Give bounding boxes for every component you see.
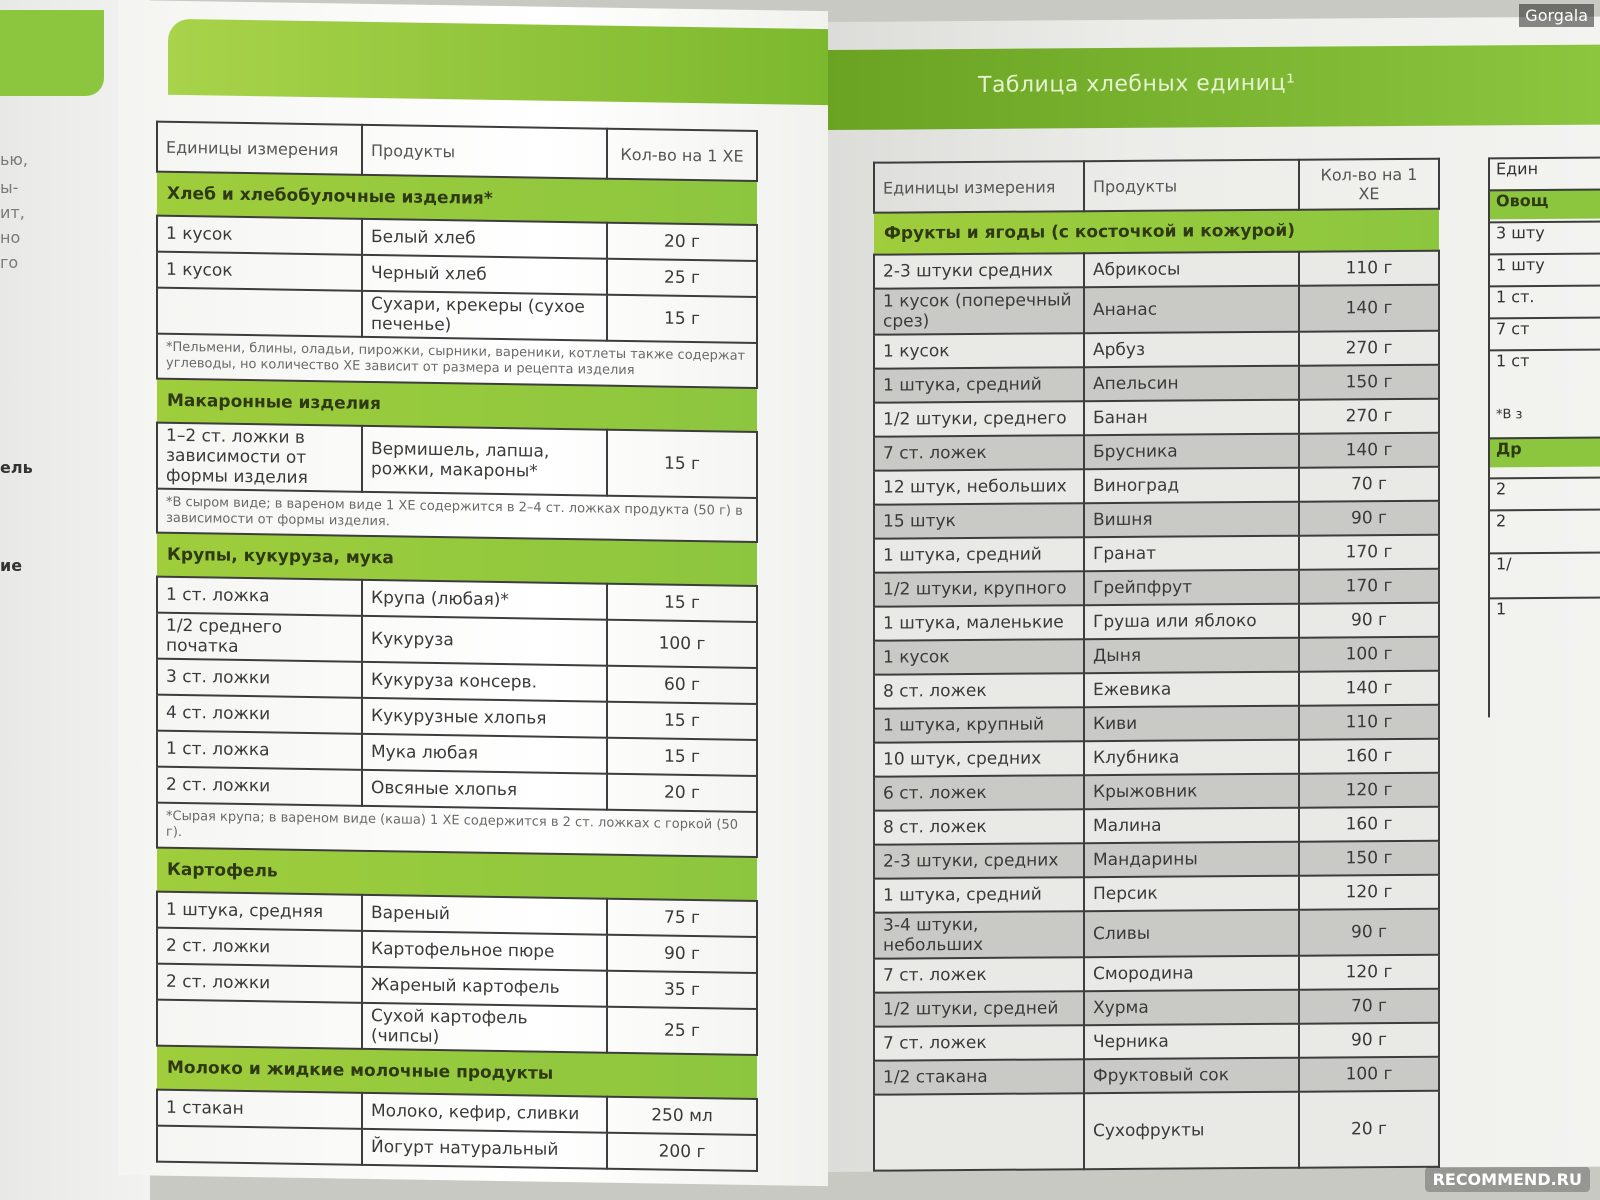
cell-qty: 270 г — [1299, 399, 1439, 434]
cell-qty: 20 г — [1299, 1091, 1439, 1168]
cell-unit: 1 стакан — [157, 1089, 362, 1128]
right-page — [828, 17, 1600, 1172]
cell-unit: 7 ст. ложек — [874, 435, 1084, 470]
cell-product: Овсяные хлопья — [362, 770, 607, 810]
table-row — [874, 603, 1439, 641]
next-page-fragment — [1488, 157, 1600, 718]
cell-unit: 4 ст. ложки — [157, 695, 362, 734]
table-row — [874, 637, 1439, 675]
cell-product: Дыня — [1084, 638, 1299, 674]
table-row — [874, 501, 1439, 539]
section-title: Макаронные изделия — [157, 378, 757, 431]
cell-unit: 6 ст. ложек — [874, 775, 1084, 810]
cell-qty: 90 г — [1299, 1023, 1439, 1058]
footnote: *В сыром виде; в вареном виде 1 ХЕ содержится в 2–4 ст. ложках продукта (50 г) в зависимости от формы изделия. — [157, 488, 757, 542]
cell-qty: 60 г — [607, 666, 757, 704]
cell-unit: 1 кусок — [157, 216, 362, 255]
cell-qty: 150 г — [1299, 841, 1439, 876]
fragment-row: 1 шту — [1490, 253, 1600, 284]
cell-qty: 170 г — [1299, 569, 1439, 604]
section-title: Хлеб и хлебобулочные изделия* — [157, 172, 757, 225]
cell-unit: 1 кусок — [157, 252, 362, 291]
edge-fragment: ит, — [0, 203, 25, 222]
table-row — [874, 535, 1439, 573]
cell-product: Сливы — [1084, 910, 1299, 958]
cell-qty: 120 г — [1299, 773, 1439, 808]
cell-product: Йогурт натуральный — [362, 1128, 607, 1168]
cell-qty: 15 г — [607, 738, 757, 776]
cell-unit: 1/2 штуки, средней — [874, 991, 1084, 1026]
cell-unit: 1/2 стакана — [874, 1059, 1084, 1094]
cell-unit: 1 ст. ложка — [157, 577, 362, 616]
cell-qty: 110 г — [1299, 705, 1439, 740]
cell-qty: 90 г — [607, 934, 757, 972]
cell-qty: 200 г — [607, 1132, 757, 1170]
fragment-row: 2 — [1490, 477, 1600, 508]
cell-product: Сухофрукты — [1084, 1092, 1299, 1170]
cell-product: Брусника — [1084, 434, 1299, 470]
section-title: Молоко и жидкие молочные продукты — [157, 1045, 757, 1098]
cell-unit: 1 штука, крупный — [874, 707, 1084, 742]
cell-product: Крыжовник — [1084, 774, 1299, 810]
cell-unit: 7 ст. ложек — [874, 957, 1084, 992]
table-row — [874, 807, 1439, 845]
cell-unit: 1/2 штуки, крупного — [874, 571, 1084, 606]
cell-unit: 10 штук, средних — [874, 741, 1084, 776]
cell-product: Вишня — [1084, 502, 1299, 538]
fragment-header: Един — [1490, 157, 1600, 188]
table-row — [874, 433, 1439, 471]
footnote: *Сырая крупа; в вареном виде (каша) 1 ХЕ содержится в 2 ст. ложках с горкой (50 г). — [157, 803, 757, 857]
cell-product: Гранат — [1084, 536, 1299, 572]
cell-product: Клубника — [1084, 740, 1299, 776]
bread-units-table-left — [156, 121, 758, 1172]
header-band — [828, 45, 1600, 130]
cell-product: Кукурузные хлопья — [362, 698, 607, 738]
section-title: Картофель — [157, 847, 757, 900]
cell-qty: 70 г — [1299, 989, 1439, 1024]
cell-product: Молоко, кефир, сливки — [362, 1092, 607, 1132]
fragment-section: Овощ — [1490, 189, 1600, 220]
edge-fragment: ие — [0, 556, 23, 575]
cell-unit: 8 ст. ложек — [874, 809, 1084, 844]
cell-qty: 110 г — [1299, 251, 1439, 286]
cell-unit: 1/2 штуки, среднего — [874, 401, 1084, 436]
cell-unit: 3-4 штуки, небольших — [874, 911, 1084, 958]
cell-product: Груша или яблоко — [1084, 604, 1299, 640]
edge-fragment: ью, — [0, 150, 28, 169]
cell-qty: 25 г — [607, 1006, 757, 1054]
cell-qty: 15 г — [607, 584, 757, 622]
edge-fragment: го — [0, 253, 19, 272]
table-row — [874, 909, 1439, 959]
cell-unit: 1–2 ст. ложки в зависимости от формы изделия — [157, 422, 362, 491]
header-unit: Единицы измерения — [874, 161, 1084, 212]
cell-qty: 160 г — [1299, 807, 1439, 842]
cell-qty: 250 мл — [607, 1096, 757, 1134]
section-header — [874, 209, 1439, 255]
cell-qty: 15 г — [607, 702, 757, 740]
cell-unit: 1 штука, средний — [874, 367, 1084, 402]
cell-product: Киви — [1084, 706, 1299, 742]
page-title: Таблица хлебных единиц¹ — [978, 70, 1296, 98]
header-qty: Кол-во на 1 ХЕ — [607, 129, 757, 181]
cell-qty: 120 г — [1299, 955, 1439, 990]
cell-unit: 1 кусок — [874, 333, 1084, 368]
cell-product: Персик — [1084, 876, 1299, 912]
table-row — [874, 841, 1439, 879]
edge-fragment: но — [0, 228, 21, 247]
table-row — [874, 399, 1439, 437]
cell-product: Сухой картофель (чипсы) — [362, 1002, 607, 1052]
edge-fragment: ы- — [0, 178, 19, 197]
cell-qty: 100 г — [1299, 1057, 1439, 1092]
cell-product: Кукуруза — [362, 616, 607, 666]
cell-qty: 90 г — [1299, 501, 1439, 536]
cell-unit: 12 штук, небольших — [874, 469, 1084, 504]
cell-product: Арбуз — [1084, 332, 1299, 368]
edge-fragment: ель — [0, 458, 33, 477]
author-watermark: Gorgala — [1519, 4, 1594, 27]
cell-qty: 140 г — [1299, 671, 1439, 706]
cell-product: Банан — [1084, 400, 1299, 436]
cell-qty: 100 г — [1299, 637, 1439, 672]
cell-unit: 8 ст. ложек — [874, 673, 1084, 708]
cell-unit — [157, 288, 362, 337]
fragment-row: 1 ст. — [1490, 285, 1600, 316]
cell-qty: 20 г — [607, 223, 757, 261]
cell-unit: 1 ст. ложка — [157, 731, 362, 770]
cell-unit — [157, 1125, 362, 1164]
table-row — [157, 422, 757, 497]
table-row — [874, 989, 1439, 1027]
cell-product: Черный хлеб — [362, 255, 607, 295]
cell-qty: 75 г — [607, 898, 757, 936]
cell-unit: 2 ст. ложки — [157, 767, 362, 806]
table-row — [874, 251, 1439, 289]
cell-qty: 15 г — [607, 429, 757, 497]
cell-unit: 1 кусок — [874, 639, 1084, 674]
cell-qty: 170 г — [1299, 535, 1439, 570]
cell-product: Абрикосы — [1084, 252, 1299, 288]
cell-product: Кукуруза консерв. — [362, 662, 607, 702]
cell-product: Хурма — [1084, 990, 1299, 1026]
site-watermark: RECOMMEND.RU — [1425, 1167, 1590, 1192]
table-row — [874, 955, 1439, 993]
table-row — [874, 331, 1439, 369]
cell-product: Фруктовый сок — [1084, 1058, 1299, 1094]
cell-unit: 7 ст. ложек — [874, 1025, 1084, 1060]
cell-product: Картофельное пюре — [362, 930, 607, 970]
section-title: Крупы, кукуруза, мука — [157, 533, 757, 586]
cell-product: Вермишель, лапша, рожки, макароны* — [362, 425, 607, 495]
cell-unit: 1 кусок (поперечный срез) — [874, 287, 1084, 334]
cell-product: Мука любая — [362, 734, 607, 774]
cell-unit: 2-3 штуки средних — [874, 253, 1084, 288]
cell-unit: 15 штук — [874, 503, 1084, 538]
cell-unit: 2 ст. ложки — [157, 963, 362, 1002]
header-unit: Единицы измерения — [157, 122, 362, 175]
cell-unit: 1 штука, средний — [874, 877, 1084, 912]
cell-qty: 90 г — [1299, 603, 1439, 638]
table-row — [874, 1023, 1439, 1061]
table-row — [874, 739, 1439, 777]
cell-product: Грейпфрут — [1084, 570, 1299, 606]
cell-product: Ежевика — [1084, 672, 1299, 708]
section-title: Фрукты и ягоды (с косточкой и кожурой) — [874, 209, 1439, 255]
table-row — [874, 773, 1439, 811]
cell-unit: 1/2 среднего початка — [157, 613, 362, 662]
table-row — [874, 875, 1439, 913]
fragment-row: 1 — [1490, 597, 1600, 628]
cell-product: Белый хлеб — [362, 219, 607, 259]
cell-unit — [874, 1093, 1084, 1170]
cell-product: Виноград — [1084, 468, 1299, 504]
fragment-row: 1/ — [1490, 552, 1600, 583]
fragment-section: Др — [1490, 437, 1600, 468]
cell-qty: 25 г — [607, 259, 757, 297]
fragment-row: 1 ст — [1490, 349, 1600, 380]
fragment-row: 3 шту — [1490, 221, 1600, 252]
cell-product: Мандарины — [1084, 842, 1299, 878]
fragment-row: 2 — [1490, 509, 1600, 540]
cell-qty: 35 г — [607, 970, 757, 1008]
cell-unit: 2-3 штуки, средних — [874, 843, 1084, 878]
cell-qty: 150 г — [1299, 365, 1439, 400]
cell-product: Черника — [1084, 1024, 1299, 1060]
bread-units-table-fruits — [873, 158, 1440, 1172]
table-row — [874, 1057, 1439, 1095]
table-header-row — [874, 159, 1439, 213]
cell-qty: 140 г — [1299, 285, 1439, 332]
cell-product: Ананас — [1084, 286, 1299, 334]
cell-unit: 1 штука, средняя — [157, 891, 362, 930]
table-row — [874, 285, 1439, 335]
cell-unit: 3 ст. ложки — [157, 659, 362, 698]
fragment-row: 7 ст — [1490, 317, 1600, 348]
cell-product: Смородина — [1084, 956, 1299, 992]
cell-product: Апельсин — [1084, 366, 1299, 402]
header-product: Продукты — [362, 125, 607, 179]
table-row — [874, 1091, 1439, 1171]
cell-qty: 270 г — [1299, 331, 1439, 366]
cell-unit: 2 ст. ложки — [157, 927, 362, 966]
cell-unit: 1 штука, средний — [874, 537, 1084, 572]
cell-qty: 100 г — [607, 620, 757, 668]
table-row — [874, 569, 1439, 607]
cell-unit — [157, 999, 362, 1048]
cell-product: Сухари, крекеры (сухое печенье) — [362, 291, 607, 341]
header-qty: Кол-во на 1 ХЕ — [1299, 159, 1439, 210]
table-row — [874, 671, 1439, 709]
cell-product: Крупа (любая)* — [362, 580, 607, 620]
cell-qty: 15 г — [607, 295, 757, 343]
cell-qty: 20 г — [607, 774, 757, 812]
cell-qty: 70 г — [1299, 467, 1439, 502]
fragment-note: *В з — [1496, 407, 1523, 423]
cell-product: Вареный — [362, 894, 607, 934]
cell-qty: 140 г — [1299, 433, 1439, 468]
cell-unit: 1 штука, маленькие — [874, 605, 1084, 640]
header-band — [168, 19, 828, 105]
cell-product: Малина — [1084, 808, 1299, 844]
cell-qty: 160 г — [1299, 739, 1439, 774]
green-tab — [0, 10, 104, 96]
left-page — [118, 0, 828, 1186]
table-row — [874, 365, 1439, 403]
table-row — [874, 705, 1439, 743]
table-row — [874, 467, 1439, 505]
footnote: *Пельмени, блины, оладьи, пирожки, сырники, вареники, котлеты также содержат углеводы, но количество ХЕ зависит от размера и рецепта изделия — [157, 334, 757, 388]
cell-qty: 90 г — [1299, 909, 1439, 956]
header-product: Продукты — [1084, 160, 1299, 212]
cell-product: Жареный картофель — [362, 966, 607, 1006]
cell-qty: 120 г — [1299, 875, 1439, 910]
